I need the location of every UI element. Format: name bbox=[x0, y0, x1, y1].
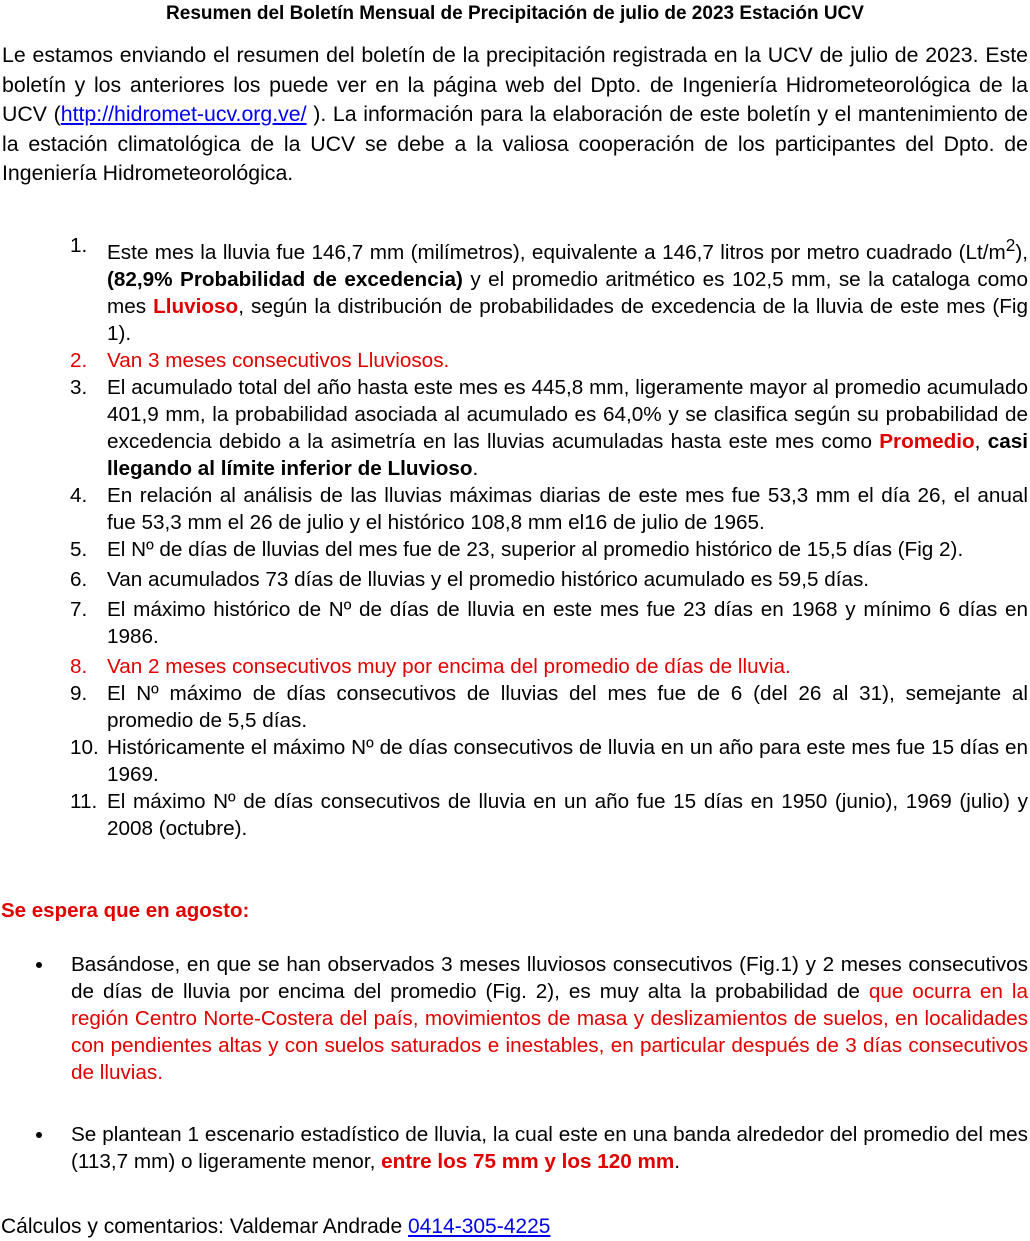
item-bold-text: casi llegando al límite inferior de Lluvioso bbox=[107, 429, 1028, 480]
item-text: Históricamente el máximo Nº de días consecutivos de lluvia en un año para este mes fue 15 días en 1969. bbox=[107, 735, 1028, 786]
item-text: El Nº de días de lluvias del mes fue de 23, superior al promedio histórico de 15,5 días (Fig 2). bbox=[107, 537, 964, 561]
forecast-range: entre los 75 mm y los 120 mm bbox=[381, 1150, 675, 1173]
item-number: 1. bbox=[70, 234, 88, 257]
bulletin-title: Resumen del Boletín Mensual de Precipitación de julio de 2023 Estación UCV bbox=[166, 3, 864, 24]
list-item bbox=[0, 347, 1028, 374]
intro-text-after: ). La información para la elaboración de este boletín y el mantenimiento de la estación climatológica de la UCV se debe a la valiosa cooperación de los participantes del Dpto. de Ingeniería Hidrometeorológica. bbox=[2, 102, 1028, 185]
list-item bbox=[0, 482, 1028, 536]
item-number: 7. bbox=[70, 597, 88, 621]
item-number: 10. bbox=[70, 735, 99, 759]
item-text: y el promedio aritmético es 102,5 mm, se la cataloga como mes bbox=[107, 267, 1028, 318]
credits-label: Cálculos y comentarios: Valdemar Andrade bbox=[1, 1215, 408, 1238]
item-text: El Nº máximo de días consecutivos de lluvias del mes fue de 6 (del 26 al 31), semejante al promedio de 5,5 días. bbox=[107, 681, 1028, 732]
forecast-heading: Se espera que en agosto: bbox=[1, 899, 250, 922]
item-text: , bbox=[974, 429, 988, 453]
intro-text-before: Le estamos enviando el resumen del boletín de la precipitación registrada en la UCV de julio de 2023. Este boletín y los anteriores los puede ver en la página web del Dpto. de Ingeniería Hidrometeorológica de la UCV ( bbox=[2, 43, 1028, 126]
list-item bbox=[0, 536, 1028, 563]
bullet-dot-icon bbox=[36, 1132, 42, 1138]
superscript: 2 bbox=[1005, 235, 1016, 255]
list-item bbox=[0, 951, 1028, 1086]
item-number: 4. bbox=[70, 483, 88, 507]
list-item bbox=[0, 374, 1028, 482]
bullet-dot-icon bbox=[36, 962, 42, 968]
item-number: 8. bbox=[70, 654, 88, 678]
credits-footer bbox=[1, 1213, 550, 1241]
item-text: . bbox=[674, 1150, 681, 1173]
list-item bbox=[0, 566, 1028, 593]
exceedance-probability: (82,9% Probabilidad de excedencia) bbox=[107, 267, 463, 291]
findings-list bbox=[0, 232, 1028, 842]
item-number: 5. bbox=[70, 537, 88, 561]
item-text: Van acumulados 73 días de lluvias y el promedio histórico acumulado es 59,5 días. bbox=[107, 567, 870, 591]
item-text: Van 2 meses consecutivos muy por encima del promedio de días de lluvia. bbox=[107, 654, 791, 678]
list-item bbox=[0, 734, 1028, 788]
item-text: , según la distribución de probabilidades de excedencia de la lluvia de este mes (Fig 1). bbox=[107, 294, 1028, 345]
item-number: 11. bbox=[70, 789, 98, 813]
item-number: 3. bbox=[70, 375, 88, 399]
list-item bbox=[0, 596, 1028, 650]
item-text: . bbox=[472, 456, 479, 480]
list-item bbox=[0, 653, 1028, 680]
list-item bbox=[0, 788, 1028, 842]
item-number: 9. bbox=[70, 681, 88, 705]
item-text: ), bbox=[1015, 240, 1028, 264]
forecast-list bbox=[0, 951, 1028, 1175]
item-text: Se plantean 1 escenario estadístico de lluvia, la cual este en una banda alrededor del promedio del mes (113,7 mm) o ligeramente menor, bbox=[71, 1123, 1028, 1173]
item-text: El máximo Nº de días consecutivos de lluvia en un año fue 15 días en 1950 (junio), 1969 (julio) y 2008 (octubre). bbox=[107, 789, 1028, 840]
list-item bbox=[0, 680, 1028, 734]
phone-link[interactable]: 0414-305-4225 bbox=[407, 1215, 551, 1238]
intro-paragraph bbox=[2, 41, 1028, 189]
item-text: Este mes la lluvia fue 146,7 mm (milímetros), equivalente a 146,7 litros por metro cuadrado (Lt/m bbox=[107, 240, 1006, 264]
item-text: El máximo histórico de Nº de días de lluvia en este mes fue 23 días en 1968 y mínimo 6 días en 1986. bbox=[107, 597, 1028, 648]
item-text: Basándose, en que se han observados 3 meses lluviosos consecutivos (Fig.1) y 2 meses consecutivos de días de lluvia por encima del promedio (Fig. 2), es muy alta la probabilidad de bbox=[71, 953, 1028, 1003]
item-text: En relación al análisis de las lluvias máximas diarias de este mes fue 53,3 mm el día 26, el anual fue 53,3 mm el 26 de julio y el histórico 108,8 mm el16 de julio de 1965. bbox=[107, 483, 1028, 534]
hidromet-website-link[interactable]: http://hidromet-ucv.org.ve/ bbox=[60, 102, 307, 126]
item-text: El acumulado total del año hasta este mes es 445,8 mm, ligeramente mayor al promedio acumulado 401,9 mm, la probabilidad asociada al acumulado es 64,0% y se clasifica según su probabilidad de excedencia debido a la asimetría en las lluvias acumuladas hasta este mes como bbox=[107, 375, 1028, 453]
list-item bbox=[0, 232, 1028, 347]
item-number: 2. bbox=[70, 348, 88, 372]
item-text: Van 3 meses consecutivos Lluviosos. bbox=[107, 348, 450, 372]
risk-warning-text: que ocurra en la región Centro Norte-Costera del país, movimientos de masa y deslizamientos de suelos, en localidades con pendientes altas y con suelos saturados e inestables, en particular después de 3 días consecutivos de lluvias. bbox=[71, 980, 1028, 1084]
item-number: 6. bbox=[70, 567, 88, 591]
list-item bbox=[0, 1121, 1028, 1175]
classification-promedio: Promedio bbox=[879, 429, 975, 453]
classification-lluvioso: Lluvioso bbox=[153, 294, 239, 318]
